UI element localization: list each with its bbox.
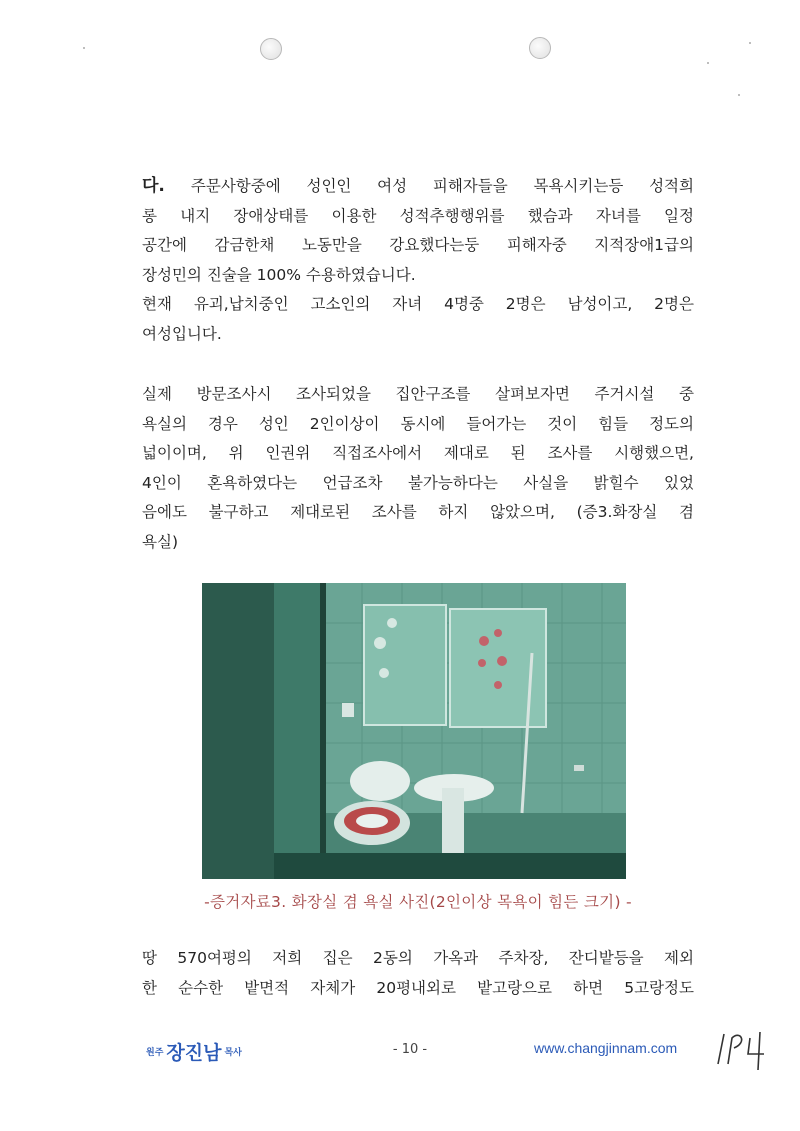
text-line: 공간에 감금한채 노동만을 강요했다는둥 피해자중 지적장애1급의: [142, 236, 694, 254]
text-line: 땅 570여평의 저희 집은 2동의 가옥과 주차장, 잔디밭등을 제외: [142, 949, 694, 967]
text-line: 현재 유괴,납치중인 고소인의 자녀 4명중 2명은 남성이고, 2명은: [142, 295, 694, 313]
logo-prefix: 원주: [146, 1048, 164, 1058]
handwritten-initials: [706, 1020, 786, 1080]
text-line: 한 순수한 밭면적 자체가 20평내외로 밭고랑으로 하면 5고랑정도: [142, 978, 694, 997]
logo-name: 장진남: [166, 1042, 222, 1064]
paragraph-3: [142, 944, 694, 1003]
figure-caption: -증거자료3. 화장실 겸 욕실 사진(2인이상 목욕이 힘든 크기) -: [204, 893, 632, 911]
text-line: 음에도 불구하고 제대로된 조사를 하지 않았으며, (증3.화장실 겸: [142, 503, 694, 521]
footer-logo: [146, 1038, 242, 1065]
paragraph-1: [142, 172, 694, 349]
text-line: 롱 내지 장애상태를 이용한 성적추행행위를 했슴과 자녀를 일정: [142, 206, 694, 225]
text-line: 장성민의 진술을 100% 수용하였습니다.: [142, 265, 416, 284]
text-line: 여성입니다.: [142, 324, 222, 343]
logo-suffix: 목사: [224, 1048, 242, 1058]
text-line: 4인이 혼욕하였다는 언급조차 불가능하다는 사실을 밝힐수 있었: [142, 473, 694, 492]
paragraph-2: [142, 380, 694, 557]
page-number: - 10 -: [392, 1042, 428, 1057]
scan-speck: [738, 94, 740, 96]
bathroom-photo-illustration: [202, 583, 626, 879]
text-line: 욕실의 경우 성인 2인이상이 동시에 들어가는 것이 힘들 정도의: [142, 414, 694, 433]
bathroom-photo: [202, 583, 626, 879]
scan-speck: [749, 42, 751, 44]
scan-speck: [707, 62, 709, 64]
punch-hole-left: [260, 38, 282, 60]
text-line: 넓이이며, 위 인권위 직접조사에서 제대로 된 조사를 시행했으면,: [142, 444, 694, 462]
scan-speck: [83, 47, 85, 49]
section-marker: 다.: [142, 176, 165, 196]
punch-hole-right: [529, 37, 551, 59]
text-line: 다. 주문사항중에 성인인 여성 피해자들을 목욕시키는등 성적희: [142, 176, 694, 196]
footer-url-link[interactable]: www.changjinnam.com: [534, 1040, 678, 1056]
text-line: 실제 방문조사시 조사되었을 집안구조를 살펴보자면 주거시설 중: [142, 385, 694, 403]
text-line: 욕실): [142, 532, 178, 551]
